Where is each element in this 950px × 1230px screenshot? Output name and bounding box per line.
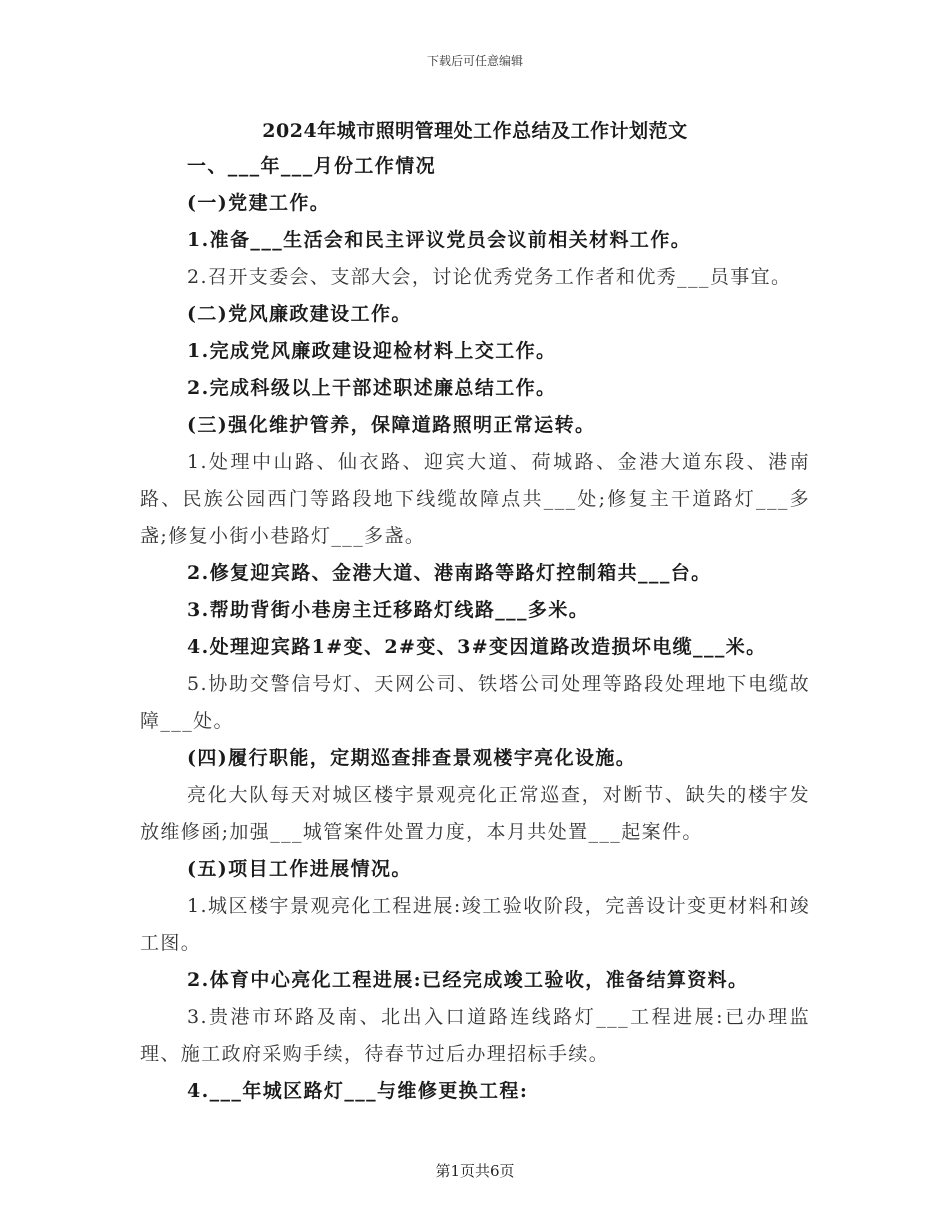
paragraph: 一、___年___月份工作情况 [187,155,437,177]
paragraph: 1.城区楼宇景观亮化工程进展:竣工验收阶段，完善设计变更材料和竣工图。 [140,895,810,954]
paragraph: (五)项目工作进展情况。 [187,858,412,880]
paragraph: 3.帮助背街小巷房主迁移路灯线路___多米。 [187,599,590,621]
paragraph: 1.完成党风廉政建设迎检材料上交工作。 [187,340,557,362]
document-title: 2024年城市照明管理处工作总结及工作计划范文 [262,120,688,142]
paragraph: 3.贵港市环路及南、北出入口道路连线路灯___工程进展:已办理监理、施工政府采购手续，待春节过后办理招标手续。 [140,1006,810,1065]
paragraph: (四)履行职能，定期巡查排查景观楼宇亮化设施。 [187,747,637,769]
paragraph: 2.修复迎宾路、金港大道、港南路等路灯控制箱共___台。 [187,562,712,584]
paragraph: 亮化大队每天对城区楼宇景观亮化正常巡查，对断节、缺失的楼宇发放维修函;加强___城管案件处置力度，本月共处置___起案件。 [140,784,810,843]
paragraph: 2.完成科级以上干部述职述廉总结工作。 [187,377,557,399]
paragraph: 1.准备___生活会和民主评议党员会议前相关材料工作。 [187,229,692,251]
header-note: 下载后可任意编辑 [426,54,523,68]
paragraph: 4.___年城区路灯___与维修更换工程: [187,1080,529,1102]
paragraph: (三)强化维护管养，保障道路照明正常运转。 [187,414,596,436]
page-footer: 第1页共6页 [435,1162,515,1180]
paragraph: (一)党建工作。 [187,192,331,214]
paragraph: 1.处理中山路、仙衣路、迎宾大道、荷城路、金港大道东段、港南路、民族公园西门等路段地下线缆故障点共___处;修复主干道路灯___多盏;修复小街小巷路灯___多盏。 [140,451,810,547]
paragraph: (二)党风廉政建设工作。 [187,303,412,325]
paragraph: 4.处理迎宾路1#变、2#变、3#变因道路改造损坏电缆___米。 [187,636,767,658]
paragraph: 2.召开支委会、支部大会，讨论优秀党务工作者和优秀___员事宜。 [187,266,792,288]
document-body [140,148,810,1110]
paragraph: 2.体育中心亮化工程进展:已经完成竣工验收，准备结算资料。 [187,969,749,991]
paragraph: 5.协助交警信号灯、天网公司、铁塔公司处理等路段处理地下电缆故障___处。 [140,673,810,732]
